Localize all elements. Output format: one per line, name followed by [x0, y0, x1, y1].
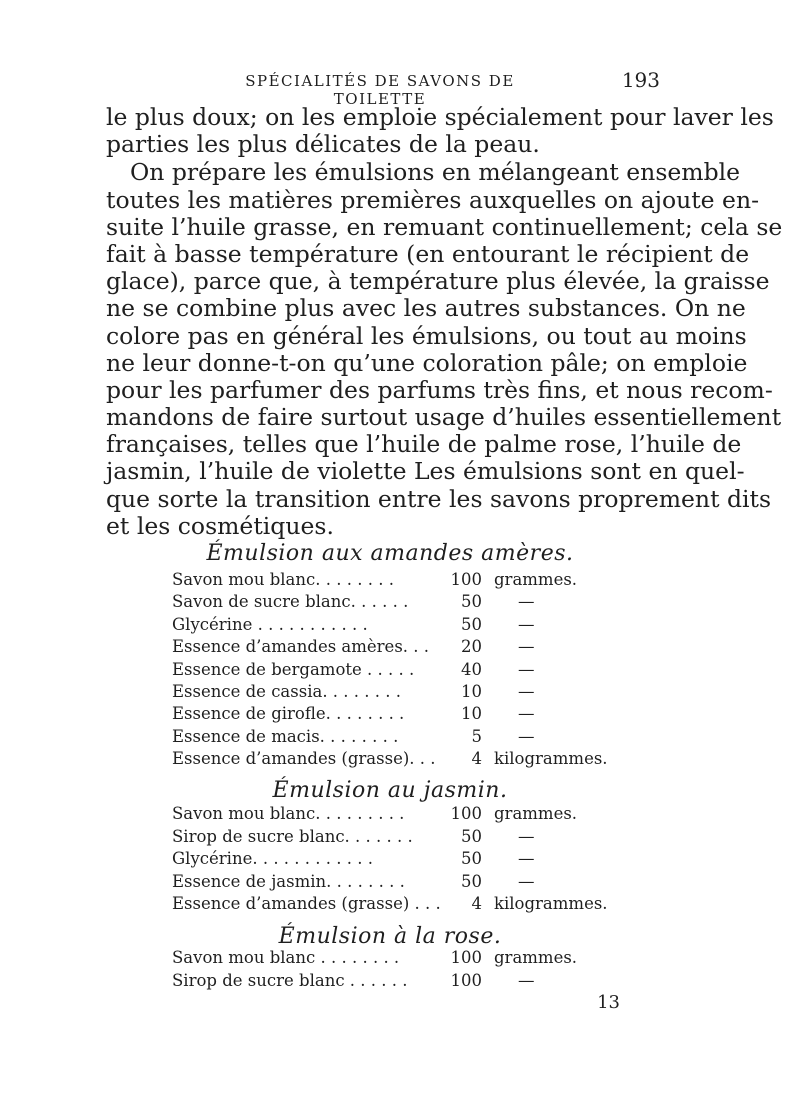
- text-line: fait à basse température (en entourant le récipient de: [106, 239, 750, 268]
- body-text: [106, 103, 783, 540]
- ingredient-name: Essence d’amandes (grasse). . .: [172, 749, 436, 769]
- recipe-row: [172, 592, 592, 614]
- ingredient-unit: —: [518, 614, 535, 634]
- ingredient-name: Sirop de sucre blanc. . . . . . .: [172, 826, 413, 846]
- ingredient-name: Essence d’amandes amères. . .: [172, 637, 430, 657]
- page-number: 193: [621, 68, 660, 92]
- ingredient-unit: grammes.: [494, 948, 578, 967]
- recipe-row: [172, 682, 592, 704]
- ingredient-unit: —: [518, 637, 535, 657]
- ingredient-amount: 100: [450, 804, 482, 823]
- ingredient-amount: 10: [461, 704, 482, 724]
- ingredient-amount: 50: [461, 826, 482, 846]
- recipe-row: [172, 570, 592, 592]
- ingredient-amount: 50: [461, 614, 482, 634]
- ingredient-unit: grammes.: [494, 570, 578, 589]
- ingredient-amount: 5: [471, 726, 482, 746]
- ingredient-name: Savon de sucre blanc. . . . . .: [172, 592, 409, 612]
- ingredient-unit: —: [518, 726, 535, 746]
- text-line: le plus doux; on les emploie spécialement pour laver les: [106, 103, 774, 131]
- ingredient-amount: 100: [450, 970, 482, 990]
- ingredient-amount: 50: [461, 849, 482, 869]
- recipe-row: [172, 727, 592, 749]
- text-line: colore pas en général les émulsions, ou tout au moins: [106, 321, 747, 350]
- ingredient-name: Essence de girofle. . . . . . . .: [172, 704, 405, 724]
- ingredient-name: Essence de bergamote . . . . .: [172, 659, 415, 679]
- ingredient-amount: 40: [461, 659, 482, 679]
- ingredient-amount: 10: [461, 681, 482, 701]
- ingredient-unit: kilogrammes.: [494, 894, 608, 914]
- text-line: françaises, telles que l’huile de palme rose, l’huile de: [106, 430, 742, 459]
- ingredient-name: Savon mou blanc . . . . . . . .: [172, 948, 400, 967]
- recipe-list: [172, 948, 592, 993]
- recipe-row: [172, 637, 592, 659]
- running-header: SPÉCIALITÉS DE SAVONS DE TOILETTE: [245, 72, 515, 108]
- recipe-row: [172, 704, 592, 726]
- ingredient-unit: —: [518, 849, 535, 869]
- text-line: parties les plus délicates de la peau.: [106, 130, 540, 159]
- recipe-row: [172, 971, 592, 994]
- text-line: ne leur donne-t-on qu’une coloration pâle; on emploie: [106, 348, 748, 377]
- ingredient-unit: kilogrammes.: [494, 749, 608, 769]
- recipe-list: [172, 570, 608, 772]
- ingredient-name: Savon mou blanc. . . . . . . .: [172, 570, 394, 589]
- recipe-row: [172, 615, 592, 637]
- ingredient-amount: 50: [461, 592, 482, 612]
- recipe-title: Émulsion au jasmin.: [272, 778, 508, 803]
- ingredient-amount: 50: [461, 871, 482, 891]
- ingredient-amount: 100: [450, 948, 482, 967]
- ingredient-unit: —: [518, 704, 535, 724]
- text-line: pour les parfumer des parfums très fins, et nous recom-: [106, 375, 773, 404]
- text-line: ne se combine plus avec les autres substances. On ne: [106, 294, 746, 323]
- recipe-row: [172, 660, 592, 682]
- ingredient-unit: —: [518, 681, 535, 701]
- paragraph-first-line: On prépare les émulsions en mélangeant ensemble: [130, 158, 741, 187]
- ingredient-unit: grammes.: [494, 804, 578, 823]
- ingredient-amount: 4: [471, 749, 482, 769]
- ingredient-name: Essence de macis. . . . . . . .: [172, 726, 399, 746]
- recipe-row: [172, 872, 592, 895]
- ingredient-name: Glycérine. . . . . . . . . . . .: [172, 849, 373, 869]
- recipe-title: Émulsion à la rose.: [278, 924, 502, 949]
- text-line: mandons de faire surtout usage d’huiles essentiellement: [106, 403, 782, 432]
- recipe-row: [172, 948, 592, 971]
- recipe-row: [172, 804, 592, 827]
- text-line: et les cosmétiques.: [106, 511, 334, 540]
- recipe-row: [172, 894, 608, 917]
- ingredient-name: Savon mou blanc. . . . . . . . .: [172, 804, 405, 823]
- ingredient-unit: —: [518, 871, 535, 891]
- text-line: glace), parce que, à température plus élevée, la graisse: [106, 267, 770, 296]
- ingredient-name: Sirop de sucre blanc . . . . . .: [172, 970, 408, 990]
- ingredient-unit: —: [518, 826, 535, 846]
- text-line: jasmin, l’huile de violette Les émulsions sont en quel-: [106, 457, 745, 486]
- text-line: toutes les matières premières auxquelles on ajoute en-: [106, 185, 760, 214]
- ingredient-unit: —: [518, 592, 535, 612]
- ingredient-amount: 4: [471, 894, 482, 914]
- ingredient-amount: 100: [450, 570, 482, 589]
- ingredient-name: Essence de cassia. . . . . . . .: [172, 681, 401, 701]
- ingredient-amount: 20: [461, 637, 482, 657]
- text-line: suite l’huile grasse, en remuant continuellement; cela se: [106, 212, 783, 241]
- recipe-list: [172, 804, 608, 917]
- text-line: que sorte la transition entre les savons proprement dits: [106, 484, 772, 513]
- signature-mark: 13: [597, 992, 620, 1013]
- ingredient-name: Essence de jasmin. . . . . . . .: [172, 871, 405, 891]
- ingredient-name: Glycérine . . . . . . . . . . .: [172, 614, 368, 634]
- ingredient-name: Essence d’amandes (grasse) . . .: [172, 894, 441, 914]
- recipe-title: Émulsion aux amandes amères.: [206, 541, 574, 566]
- recipe-row: [172, 849, 592, 872]
- ingredient-unit: —: [518, 659, 535, 679]
- ingredient-unit: —: [518, 970, 535, 990]
- recipe-row: [172, 827, 592, 850]
- recipe-row: [172, 749, 608, 771]
